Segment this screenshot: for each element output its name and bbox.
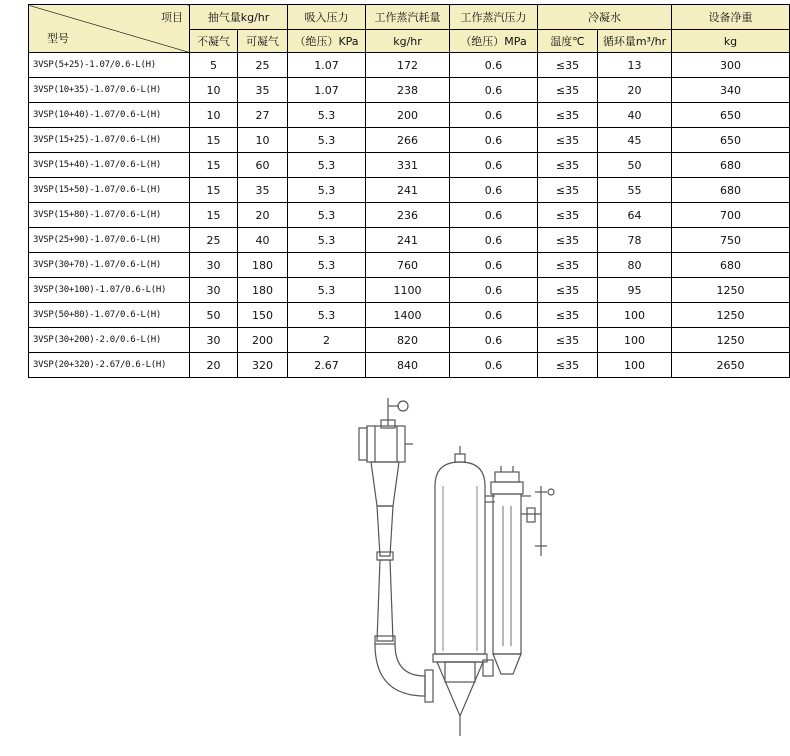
cell-inlet: 1.07 bbox=[288, 78, 366, 103]
table-row bbox=[29, 153, 790, 178]
cell-steam: 241 bbox=[366, 228, 450, 253]
cell-temp: ≤35 bbox=[538, 228, 598, 253]
cell-steam: 200 bbox=[366, 103, 450, 128]
cell-cond: 180 bbox=[238, 253, 288, 278]
cell-noncond: 25 bbox=[190, 228, 238, 253]
cell-cond: 200 bbox=[238, 328, 288, 353]
cell-temp: ≤35 bbox=[538, 303, 598, 328]
cell-inlet: 5.3 bbox=[288, 178, 366, 203]
cell-temp: ≤35 bbox=[538, 78, 598, 103]
steam-consumption-unit: kg/hr bbox=[366, 30, 450, 53]
cell-model: 3VSP(25+90)-1.07/0.6-L(H) bbox=[29, 228, 190, 253]
cell-noncond: 50 bbox=[190, 303, 238, 328]
cell-temp: ≤35 bbox=[538, 278, 598, 303]
corner-header-model: 型号 bbox=[47, 32, 69, 45]
cell-inlet: 5.3 bbox=[288, 153, 366, 178]
cell-steam: 1100 bbox=[366, 278, 450, 303]
cell-temp: ≤35 bbox=[538, 53, 598, 78]
cell-temp: ≤35 bbox=[538, 203, 598, 228]
cell-cond: 35 bbox=[238, 78, 288, 103]
table-row bbox=[29, 253, 790, 278]
cell-model: 3VSP(15+40)-1.07/0.6-L(H) bbox=[29, 153, 190, 178]
cell-pressure: 0.6 bbox=[450, 178, 538, 203]
cell-flow: 55 bbox=[598, 178, 672, 203]
cell-model: 3VSP(10+35)-1.07/0.6-L(H) bbox=[29, 78, 190, 103]
cell-steam: 236 bbox=[366, 203, 450, 228]
cell-weight: 680 bbox=[672, 253, 790, 278]
table-body bbox=[29, 53, 790, 378]
cell-cond: 150 bbox=[238, 303, 288, 328]
cell-inlet: 5.3 bbox=[288, 103, 366, 128]
cell-steam: 760 bbox=[366, 253, 450, 278]
cell-noncond: 15 bbox=[190, 153, 238, 178]
cell-inlet: 5.3 bbox=[288, 253, 366, 278]
table-row bbox=[29, 103, 790, 128]
cell-pressure: 0.6 bbox=[450, 203, 538, 228]
cell-inlet: 5.3 bbox=[288, 278, 366, 303]
cell-weight: 650 bbox=[672, 103, 790, 128]
cell-temp: ≤35 bbox=[538, 178, 598, 203]
cell-temp: ≤35 bbox=[538, 153, 598, 178]
cell-weight: 1250 bbox=[672, 328, 790, 353]
inlet-pressure-header: 吸入压力 bbox=[288, 5, 366, 30]
cell-noncond: 30 bbox=[190, 253, 238, 278]
cell-weight: 1250 bbox=[672, 278, 790, 303]
cell-pressure: 0.6 bbox=[450, 303, 538, 328]
table-row bbox=[29, 353, 790, 378]
cell-model: 3VSP(30+100)-1.07/0.6-L(H) bbox=[29, 278, 190, 303]
cell-flow: 100 bbox=[598, 328, 672, 353]
cell-model: 3VSP(15+80)-1.07/0.6-L(H) bbox=[29, 203, 190, 228]
cell-weight: 680 bbox=[672, 178, 790, 203]
cell-steam: 241 bbox=[366, 178, 450, 203]
cell-cond: 25 bbox=[238, 53, 288, 78]
cell-steam: 840 bbox=[366, 353, 450, 378]
cell-steam: 266 bbox=[366, 128, 450, 153]
cell-noncond: 10 bbox=[190, 78, 238, 103]
cell-temp: ≤35 bbox=[538, 353, 598, 378]
table-row bbox=[29, 278, 790, 303]
cell-flow: 80 bbox=[598, 253, 672, 278]
cell-steam: 331 bbox=[366, 153, 450, 178]
cell-inlet: 5.3 bbox=[288, 203, 366, 228]
cell-flow: 13 bbox=[598, 53, 672, 78]
cell-model: 3VSP(50+80)-1.07/0.6-L(H) bbox=[29, 303, 190, 328]
cell-cond: 40 bbox=[238, 228, 288, 253]
cell-noncond: 30 bbox=[190, 278, 238, 303]
table-row bbox=[29, 228, 790, 253]
steam-consumption-header: 工作蒸汽耗量 bbox=[366, 5, 450, 30]
cell-weight: 300 bbox=[672, 53, 790, 78]
cell-inlet: 2.67 bbox=[288, 353, 366, 378]
table-row bbox=[29, 203, 790, 228]
inlet-pressure-unit: （绝压）KPa bbox=[288, 30, 366, 53]
cell-cond: 27 bbox=[238, 103, 288, 128]
condensable-header: 可凝气 bbox=[238, 30, 288, 53]
noncondensable-header: 不凝气 bbox=[190, 30, 238, 53]
cell-pressure: 0.6 bbox=[450, 153, 538, 178]
cell-flow: 95 bbox=[598, 278, 672, 303]
cell-pressure: 0.6 bbox=[450, 328, 538, 353]
cell-weight: 700 bbox=[672, 203, 790, 228]
cell-weight: 2650 bbox=[672, 353, 790, 378]
cell-model: 3VSP(30+70)-1.07/0.6-L(H) bbox=[29, 253, 190, 278]
steam-pressure-unit: （绝压）MPa bbox=[450, 30, 538, 53]
cell-model: 3VSP(10+40)-1.07/0.6-L(H) bbox=[29, 103, 190, 128]
cell-cond: 20 bbox=[238, 203, 288, 228]
table-row bbox=[29, 128, 790, 153]
vacuum-pump-unit-drawing-icon bbox=[355, 396, 585, 741]
cell-flow: 64 bbox=[598, 203, 672, 228]
table-row bbox=[29, 178, 790, 203]
cell-pressure: 0.6 bbox=[450, 228, 538, 253]
cell-pressure: 0.6 bbox=[450, 128, 538, 153]
cooling-flow-header: 循环量m³/hr bbox=[598, 30, 672, 53]
cell-flow: 40 bbox=[598, 103, 672, 128]
cell-inlet: 5.3 bbox=[288, 303, 366, 328]
cell-pressure: 0.6 bbox=[450, 53, 538, 78]
cell-cond: 35 bbox=[238, 178, 288, 203]
cell-cond: 60 bbox=[238, 153, 288, 178]
cell-model: 3VSP(15+50)-1.07/0.6-L(H) bbox=[29, 178, 190, 203]
cell-inlet: 1.07 bbox=[288, 53, 366, 78]
cell-inlet: 5.3 bbox=[288, 228, 366, 253]
cell-flow: 100 bbox=[598, 303, 672, 328]
cell-temp: ≤35 bbox=[538, 103, 598, 128]
cell-noncond: 30 bbox=[190, 328, 238, 353]
cell-flow: 78 bbox=[598, 228, 672, 253]
table-row bbox=[29, 303, 790, 328]
corner-header-item: 项目 bbox=[161, 11, 183, 24]
net-weight-header: 设备净重 bbox=[672, 5, 790, 30]
cell-inlet: 2 bbox=[288, 328, 366, 353]
cell-cond: 10 bbox=[238, 128, 288, 153]
cell-model: 3VSP(15+25)-1.07/0.6-L(H) bbox=[29, 128, 190, 153]
cell-pressure: 0.6 bbox=[450, 103, 538, 128]
cooling-temp-header: 温度℃ bbox=[538, 30, 598, 53]
cell-temp: ≤35 bbox=[538, 253, 598, 278]
cell-noncond: 10 bbox=[190, 103, 238, 128]
steam-pressure-header: 工作蒸汽压力 bbox=[450, 5, 538, 30]
corner-header-cell bbox=[29, 5, 190, 53]
suction-header: 抽气量kg/hr bbox=[190, 5, 288, 30]
cell-inlet: 5.3 bbox=[288, 128, 366, 153]
spec-table bbox=[28, 4, 790, 378]
cell-steam: 172 bbox=[366, 53, 450, 78]
table-row bbox=[29, 328, 790, 353]
cell-weight: 750 bbox=[672, 228, 790, 253]
cell-temp: ≤35 bbox=[538, 328, 598, 353]
cell-flow: 100 bbox=[598, 353, 672, 378]
cell-cond: 180 bbox=[238, 278, 288, 303]
cell-pressure: 0.6 bbox=[450, 78, 538, 103]
cell-weight: 340 bbox=[672, 78, 790, 103]
cell-noncond: 15 bbox=[190, 178, 238, 203]
cell-weight: 650 bbox=[672, 128, 790, 153]
cell-flow: 20 bbox=[598, 78, 672, 103]
cell-pressure: 0.6 bbox=[450, 253, 538, 278]
cell-weight: 1250 bbox=[672, 303, 790, 328]
net-weight-unit: kg bbox=[672, 30, 790, 53]
cell-noncond: 5 bbox=[190, 53, 238, 78]
cell-model: 3VSP(20+320)-2.67/0.6-L(H) bbox=[29, 353, 190, 378]
table-row bbox=[29, 53, 790, 78]
cell-noncond: 15 bbox=[190, 128, 238, 153]
cell-pressure: 0.6 bbox=[450, 278, 538, 303]
table-row bbox=[29, 78, 790, 103]
cooling-water-header: 冷凝水 bbox=[538, 5, 672, 30]
cell-steam: 238 bbox=[366, 78, 450, 103]
cell-temp: ≤35 bbox=[538, 128, 598, 153]
cell-pressure: 0.6 bbox=[450, 353, 538, 378]
cell-model: 3VSP(30+200)-2.0/0.6-L(H) bbox=[29, 328, 190, 353]
cell-model: 3VSP(5+25)-1.07/0.6-L(H) bbox=[29, 53, 190, 78]
cell-steam: 820 bbox=[366, 328, 450, 353]
cell-noncond: 20 bbox=[190, 353, 238, 378]
cell-cond: 320 bbox=[238, 353, 288, 378]
cell-steam: 1400 bbox=[366, 303, 450, 328]
table-header bbox=[29, 5, 790, 53]
cell-flow: 45 bbox=[598, 128, 672, 153]
cell-flow: 50 bbox=[598, 153, 672, 178]
cell-noncond: 15 bbox=[190, 203, 238, 228]
cell-weight: 680 bbox=[672, 153, 790, 178]
